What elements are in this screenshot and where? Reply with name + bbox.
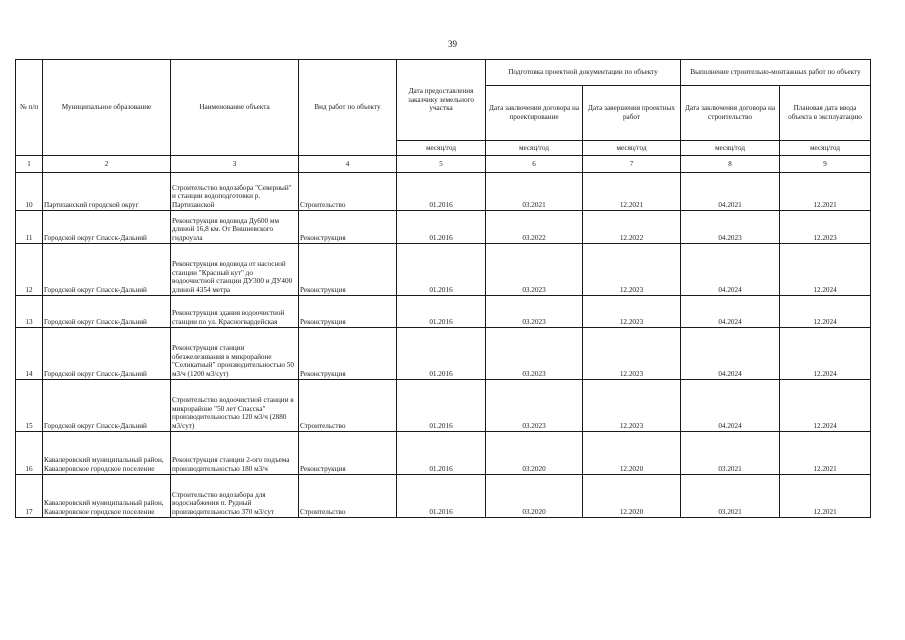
cell-work-type: Реконструкция <box>299 244 397 296</box>
cell-construction-contract: 03.2021 <box>681 432 780 475</box>
cell-construction-contract: 04.2024 <box>681 244 780 296</box>
cell-no: 16 <box>16 432 43 475</box>
column-number: 2 <box>43 156 171 173</box>
cell-municipality: Городской округ Спасск-Дальний <box>43 244 171 296</box>
cell-design-contract: 03.2023 <box>486 380 583 432</box>
cell-commissioning: 12.2023 <box>780 211 871 244</box>
cell-design-finish: 12.2020 <box>583 475 681 518</box>
cell-municipality: Городской округ Спасск-Дальний <box>43 328 171 380</box>
cell-design-contract: 03.2022 <box>486 211 583 244</box>
header-no: № п/п <box>16 60 43 156</box>
cell-work-type: Реконструкция <box>299 296 397 328</box>
cell-object: Реконструкция станции обезжелезивания в микрорайоне "Селикатный" производительностью 50 м3/ч (1200 м3/сут) <box>171 328 299 380</box>
cell-work-type: Реконструкция <box>299 328 397 380</box>
cell-work-type: Строительство <box>299 475 397 518</box>
column-number: 7 <box>583 156 681 173</box>
cell-municipality: Кавалеровский муниципальный район, Кавалеровское городское поселение <box>43 432 171 475</box>
cell-object: Реконструкция станции 2-ого подъема производительностью 180 м3/ч <box>171 432 299 475</box>
cell-object: Строительство водоочистной станции в микрорайоне "50 лет Спасска" производительностью 120 м3/ч (2880 м3/сут) <box>171 380 299 432</box>
cell-work-type: Строительство <box>299 173 397 211</box>
cell-municipality: Городской округ Спасск-Дальний <box>43 211 171 244</box>
header-design-contract: Дата заключения договора на проектирование <box>486 86 583 141</box>
cell-municipality: Городской округ Спасск-Дальний <box>43 296 171 328</box>
cell-construction-contract: 04.2024 <box>681 296 780 328</box>
cell-design-finish: 12.2022 <box>583 211 681 244</box>
header-municipality: Муниципальное образование <box>43 60 171 156</box>
cell-design-finish: 12.2020 <box>583 432 681 475</box>
cell-no: 14 <box>16 328 43 380</box>
cell-commissioning: 12.2024 <box>780 296 871 328</box>
cell-design-contract: 03.2020 <box>486 475 583 518</box>
column-number: 1 <box>16 156 43 173</box>
page-number: 39 <box>448 39 457 49</box>
cell-commissioning: 12.2021 <box>780 173 871 211</box>
header-unit: месяц/год <box>681 141 780 156</box>
header-land-date: Дата предоставления заказчику земельного участка <box>397 60 486 141</box>
cell-commissioning: 12.2024 <box>780 328 871 380</box>
header-work-type: Вид работ по объекту <box>299 60 397 156</box>
header-design-finish: Дата завершения проектных работ <box>583 86 681 141</box>
header-unit: месяц/год <box>583 141 681 156</box>
header-commissioning: Плановая дата ввода объекта в эксплуатацию <box>780 86 871 141</box>
column-number: 5 <box>397 156 486 173</box>
cell-land-date: 01.2016 <box>397 211 486 244</box>
cell-no: 17 <box>16 475 43 518</box>
cell-design-finish: 12.2021 <box>583 173 681 211</box>
cell-land-date: 01.2016 <box>397 296 486 328</box>
table-row <box>16 475 871 518</box>
cell-land-date: 01.2016 <box>397 432 486 475</box>
cell-land-date: 01.2016 <box>397 244 486 296</box>
header-unit: месяц/год <box>397 141 486 156</box>
cell-construction-contract: 03.2021 <box>681 475 780 518</box>
cell-object: Реконструкция водовода Ду600 мм длиной 16,8 км. От Вишневского гидроузла <box>171 211 299 244</box>
table-row <box>16 380 871 432</box>
header-design-group: Подготовка проектной документации по объекту <box>486 60 681 86</box>
header-unit: месяц/год <box>780 141 871 156</box>
table-row <box>16 432 871 475</box>
column-number: 9 <box>780 156 871 173</box>
cell-object: Строительство водозабора "Северный" и станции водоподготовки р. Партизанской <box>171 173 299 211</box>
cell-object: Реконструкция здания водоочистной станции по ул. Красногвардейская <box>171 296 299 328</box>
cell-work-type: Строительство <box>299 380 397 432</box>
cell-construction-contract: 04.2023 <box>681 211 780 244</box>
header-unit: месяц/год <box>486 141 583 156</box>
investment-schedule-table <box>15 59 871 518</box>
cell-land-date: 01.2016 <box>397 328 486 380</box>
cell-construction-contract: 04.2024 <box>681 380 780 432</box>
cell-commissioning: 12.2024 <box>780 244 871 296</box>
header-object-name: Наименование объекта <box>171 60 299 156</box>
cell-design-finish: 12.2023 <box>583 244 681 296</box>
cell-design-finish: 12.2023 <box>583 380 681 432</box>
column-number: 8 <box>681 156 780 173</box>
cell-municipality: Кавалеровский муниципальный район, Кавалеровское городское поселение <box>43 475 171 518</box>
cell-work-type: Реконструкция <box>299 211 397 244</box>
table-row <box>16 173 871 211</box>
cell-no: 12 <box>16 244 43 296</box>
cell-municipality: Партизанский городской округ <box>43 173 171 211</box>
header-construction-group: Выполнение строительно-монтажных работ по объекту <box>681 60 871 86</box>
table-row <box>16 244 871 296</box>
cell-construction-contract: 04.2021 <box>681 173 780 211</box>
cell-design-finish: 12.2023 <box>583 296 681 328</box>
column-number: 6 <box>486 156 583 173</box>
header-construction-contract: Дата заключения договора на строительство <box>681 86 780 141</box>
cell-commissioning: 12.2021 <box>780 432 871 475</box>
cell-land-date: 01.2016 <box>397 380 486 432</box>
cell-design-finish: 12.2023 <box>583 328 681 380</box>
cell-municipality: Городской округ Спасск-Дальний <box>43 380 171 432</box>
cell-design-contract: 03.2023 <box>486 328 583 380</box>
cell-construction-contract: 04.2024 <box>681 328 780 380</box>
table-row <box>16 328 871 380</box>
column-number: 3 <box>171 156 299 173</box>
table-row <box>16 296 871 328</box>
cell-design-contract: 03.2021 <box>486 173 583 211</box>
cell-no: 15 <box>16 380 43 432</box>
cell-commissioning: 12.2024 <box>780 380 871 432</box>
cell-object: Строительство водозабора для водоснабжения п. Рудный производительностью 370 м3/сут <box>171 475 299 518</box>
table-row <box>16 211 871 244</box>
cell-land-date: 01.2016 <box>397 173 486 211</box>
cell-no: 11 <box>16 211 43 244</box>
cell-design-contract: 03.2020 <box>486 432 583 475</box>
cell-no: 10 <box>16 173 43 211</box>
cell-design-contract: 03.2023 <box>486 244 583 296</box>
cell-work-type: Реконструкция <box>299 432 397 475</box>
cell-no: 13 <box>16 296 43 328</box>
column-number: 4 <box>299 156 397 173</box>
cell-land-date: 01.2016 <box>397 475 486 518</box>
cell-object: Реконструкция водовода от насосной станции "Красный кут" до водоочистной станции ДУ300 и ДУ400 длиной 4354 метра <box>171 244 299 296</box>
cell-commissioning: 12.2021 <box>780 475 871 518</box>
cell-design-contract: 03.2023 <box>486 296 583 328</box>
